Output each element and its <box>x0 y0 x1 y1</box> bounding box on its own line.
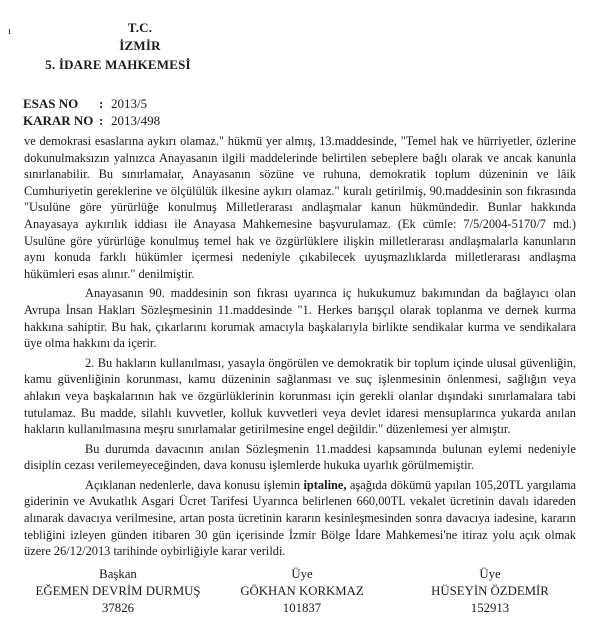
paragraph-5-start: Açıklanan nedenlerle, dava konusu işlemin <box>85 477 304 492</box>
signature-role: Üye <box>479 567 501 581</box>
esas-no-separator: : <box>99 96 104 111</box>
esas-no-value: 2013/5 <box>111 96 148 111</box>
signature-name: HÜSEYİN ÖZDEMİR <box>431 584 549 598</box>
signature-role: Başkan <box>99 567 137 581</box>
signature-uye-1 <box>212 566 392 617</box>
signature-number: 37826 <box>102 601 134 615</box>
esas-no-row <box>23 96 147 112</box>
paragraph-4: Bu durumda davacının anılan Sözleşmenin 11.maddesi kapsamında bulunan eylemi nedeniyle disiplin cezası verilemeyeceğinden, dava konusu işlemlerde hukuka uyarlık görülmemiştir. <box>24 441 576 473</box>
paragraph-3: 2. Bu hakların kullanılması, yasayla öngörülen ve demokratik bir toplum içinde ulusal güvenliğin, kamu güvenliğinin korunması, kamu düzeninin sağlanması ve suç işlenmesinin önlenmesi, sağlığın veya ahlakın veya başkalarının hak ve özgürlüklerinin korunması için gerekli olanlar dışındaki sınırlamalara tabi tutulamaz. Bu madde, silahlı kuvvetler, kolluk kuvvetleri veya devlet idaresi mensuplarınca yukarda anılan hakların kullanılmasına meşru sınırlamalar getirilmesine engel değildir." düzenlemesi yer almıştır. <box>24 355 576 437</box>
karar-no-separator: : <box>99 113 104 128</box>
corner-mark: ı <box>8 25 12 37</box>
header-court: 5. İDARE MAHKEMESİ <box>45 57 191 72</box>
karar-no-row <box>23 113 160 129</box>
karar-no-label: KARAR NO <box>23 113 94 128</box>
signature-baskan <box>28 566 208 617</box>
signature-number: 152913 <box>470 601 510 615</box>
decision-body <box>24 133 576 560</box>
karar-no-value: 2013/498 <box>111 113 161 128</box>
esas-no-label: ESAS NO <box>23 96 79 111</box>
signature-uye-2 <box>400 566 580 617</box>
signature-role: Üye <box>291 567 313 581</box>
signature-number: 101837 <box>282 601 322 615</box>
paragraph-5-iptaline: iptaline, <box>303 477 347 492</box>
paragraph-5-rest: aşağıda dökümü yapılan 105,20TL yargılama giderinin ve Avukatlık Asgari Ücret Tarifesi Uyarınca belirlenen 660,00TL vekalet ücretinin davalı idareden alınarak davacıya verilmesine, artan posta ücretinin kararın kesinleşmesinden sonra davacıya iadesine, kararın tebliğini izleyen günden itibaren 30 gün içerisinde İzmir Bölge İdare Mahkemesi'ne itiraz yolu açık olmak üzere 26/12/2013 tarihinde oybirliğiyle karar verildi. <box>24 477 576 559</box>
paragraph-1: ve demokrasi esaslarına aykırı olamaz." hükmü yer almış, 13.maddesinde, "Temel hak ve hürriyetler, özlerine dokunulmaksızın yalnızca Anayasanın ilgili maddelerinde belirtilen sebeplere bağlı olarak ve ancak kanunla sınırlanabilir. Bu sınırlamalar, Anayasanın sözüne ve ruhuna, demokratik toplum düzeninin ve lâik Cumhuriyetin gereklerine ve ölçülülük ilkesine aykırı olamaz." kuralı getirilmiş, 90.maddesinin son fıkrasında "Usulüne göre yürürlüğe konulmuş Milletlerarası andlaşmalar kanun hükmündedir. Bunlar hakkında Anayasaya aykırılık iddiası ile Anayasa Mahkemesine başvurulamaz. (Ek cümle: 7/5/2004-5170/7 md.) Usulüne göre yürürlüğe konulmuş temel hak ve özgürlüklere ilişkin milletlerarası andlaşmalarla kanunların aynı konuda farklı hükümler içermesi nedeniyle çıkabilecek uyuşmazlıklarda milletlerarası andlaşma hükümleri esas alınır." denilmiştir. <box>24 134 576 281</box>
paragraph-5 <box>24 477 576 560</box>
signature-name: GÖKHAN KORKMAZ <box>240 584 364 598</box>
paragraph-2: Anayasanın 90. maddesinin son fıkrası uyarınca iç hukukumuz bakımından da bağlayıcı olan Avrupa İnsan Hakları Sözleşmesinin 11.maddesinde "1. Herkes barışçıl olarak toplanma ve dernek kurma hakkına sahiptir. Bu hak, çıkarlarını korumak amacıyla başkalarıyla birlikte sendikalar kurma ve sendikalara üye olma hakkını da içerir. <box>24 286 576 351</box>
header-city: İZMİR <box>119 38 161 53</box>
header-tc: T.C. <box>127 20 153 35</box>
signature-name: EĞEMEN DEVRİM DURMUŞ <box>35 584 201 598</box>
